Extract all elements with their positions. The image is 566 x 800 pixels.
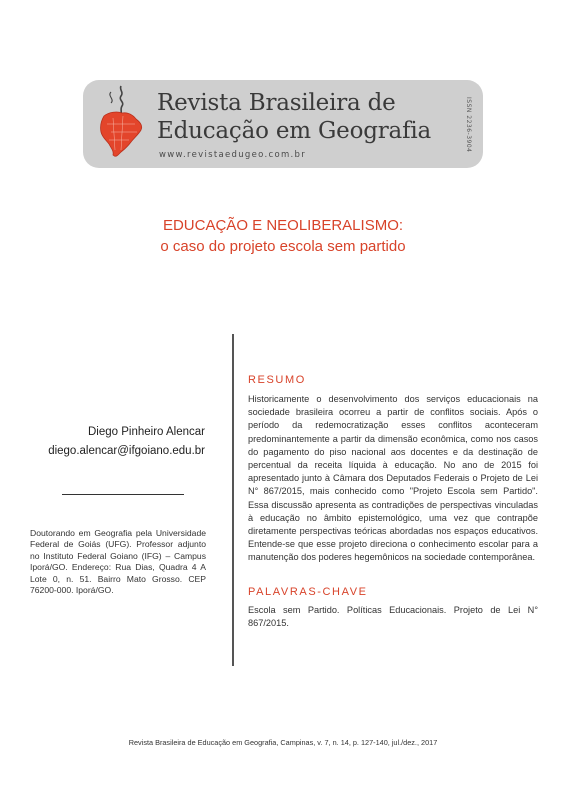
- author-bio: Doutorando em Geografia pela Universidade Federal de Goiás (UFG). Professor adjunto no Instituto Federal Goiano (IFG) – Campus Iporá/GO. Endereço: Rua Dias, Quadra 4 A Lote 0, n. 51. Bairro Mato Grosso. CEP 76200-000. Iporá/GO.: [30, 528, 206, 596]
- journal-title-line2: Educação em Geografia: [157, 118, 432, 144]
- article-subtitle: o caso do projeto escola sem partido: [160, 238, 406, 255]
- brazil-map-logo-icon: [91, 82, 151, 166]
- article-title: EDUCAÇÃO E NEOLIBERALISMO:: [162, 217, 404, 234]
- column-divider: [232, 334, 234, 666]
- author-divider: [62, 494, 184, 495]
- journal-website: www.revistaedugeo.com.br: [159, 150, 307, 160]
- journal-banner: [83, 80, 483, 168]
- author-email: diego.alencar@ifgoiano.edu.br: [48, 445, 205, 457]
- footer-citation: Revista Brasileira de Educação em Geografia, Campinas, v. 7, n. 14, p. 127-140, jul./dez., 2017: [128, 738, 438, 747]
- author-name: Diego Pinheiro Alencar: [88, 426, 205, 438]
- issn-label: ISSN 2236-3904: [465, 97, 472, 153]
- keywords-text: Escola sem Partido. Políticas Educacionais. Projeto de Lei N° 867/2015.: [248, 605, 538, 629]
- abstract-heading: RESUMO: [248, 374, 306, 386]
- keywords-heading: PALAVRAS-CHAVE: [248, 586, 368, 598]
- abstract-text: Historicamente o desenvolvimento dos serviços educacionais na sociedade brasileira ocorreu a partir de conflitos sociais. Após o período da redemocratização esses conflitos aconteceram predominantemente a partir da dimensão econômica, como nos casos do pagamento do piso nacional aos docentes e da destinação de percentual da receita líquida à educação. No ano de 2015 foi apresentado junto à Câmara dos Deputados Federais o Projeto de Lei N° 867/2015, mais conhecido como "Projeto Escola sem Partido". Essa discussão apresenta as contradições de perspectivas vinculadas à educação no âmbito epistemológico, uma vez que contrapõe diretamente perspectivas teóricas abordadas nos espaços educativos. Entende-se que esse projeto direciona o conhecimento escolar para a manutenção dos poderes hegemônicos na sociedade contemporânea.: [248, 394, 538, 563]
- journal-title-line1: Revista Brasileira de: [157, 90, 396, 116]
